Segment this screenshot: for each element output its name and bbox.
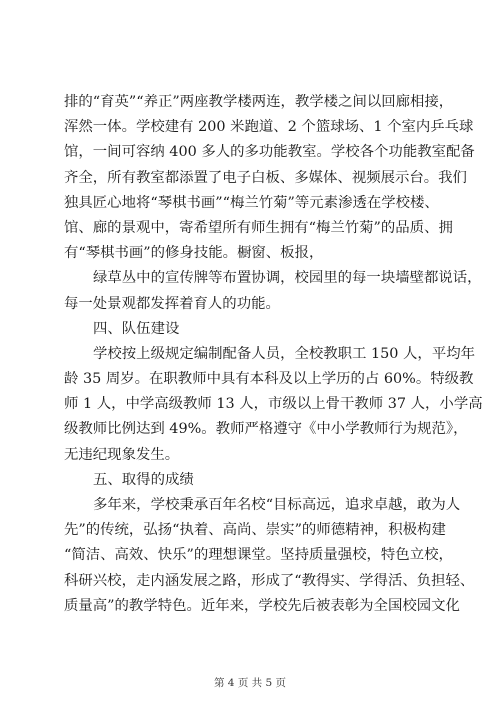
paragraph-line: 无违纪现象发生。 [64, 446, 180, 463]
paragraph-line: 学校按上级规定编制配备人员，全校教职工 150 人，平均年 [93, 345, 475, 362]
paragraph-line: 每一处景观都发挥着育人的功能。 [64, 295, 280, 312]
paragraph-line: 质量高”的教学特色。近年来，学校先后被表彰为全国校园文化 [64, 597, 460, 614]
paragraph-line: 绿草丛中的宣传牌等布置协调，校园里的每一块墙壁都说话， [93, 270, 482, 287]
paragraph-line: 浑然一体。学校建有 200 米跑道、2 个篮球场、1 个室内乒乓球 [64, 119, 474, 136]
paragraph-line: 多年来，学校秉承百年名校“目标高远，追求卓越，敢为人 [93, 497, 461, 513]
paragraph-line: 馆，一间可容纳 400 多人的多功能教室。学校各个功能教室配备 [64, 144, 475, 161]
paragraph-line: 师 1 人，中学高级教师 13 人，市级以上骨干教师 37 人，小学高 [64, 396, 483, 413]
paragraph-line: 独具匠心地将“琴棋书画”“梅兰竹菊”等元素渗透在学校楼、 [64, 194, 439, 211]
paragraph-line: 龄 35 周岁。在职教师中具有本科及以上学历的占 60%。特级教 [64, 371, 474, 388]
paragraph-line: 级教师比例达到 49%。教师严格遵守《中小学教师行为规范》， [64, 421, 468, 438]
paragraph-line: 馆、廊的景观中，寄希望所有师生拥有“梅兰竹菊”的品质、拥 [64, 219, 453, 236]
paragraph-line: 先”的传统，弘扬“执着、高尚、崇实”的师德精神，积极构建 [64, 522, 446, 539]
paragraph-line: 排的“育英”“养正”两座教学楼两连，教学楼之间以回廊相接， [64, 94, 454, 110]
paragraph-line: 有“琴棋书画”的修身技能。橱窗、板报， [64, 245, 324, 262]
document-body [64, 90, 483, 619]
paragraph-line: 科研兴校，走内涵发展之路，形成了“教得实、学得活、负担轻、 [64, 572, 475, 589]
paragraph-line: “简洁、高效、快乐”的理想课堂。坚持质量强校，特色立校， [64, 547, 453, 564]
section-heading: 四、队伍建设 [93, 320, 180, 337]
section-heading: 五、取得的成绩 [93, 471, 194, 488]
paragraph-line: 齐全，所有教室都添置了电子白板、多媒体、视频展示台。我们 [64, 169, 467, 186]
page-footer: 第 4 页 共 5 页 [213, 677, 287, 689]
